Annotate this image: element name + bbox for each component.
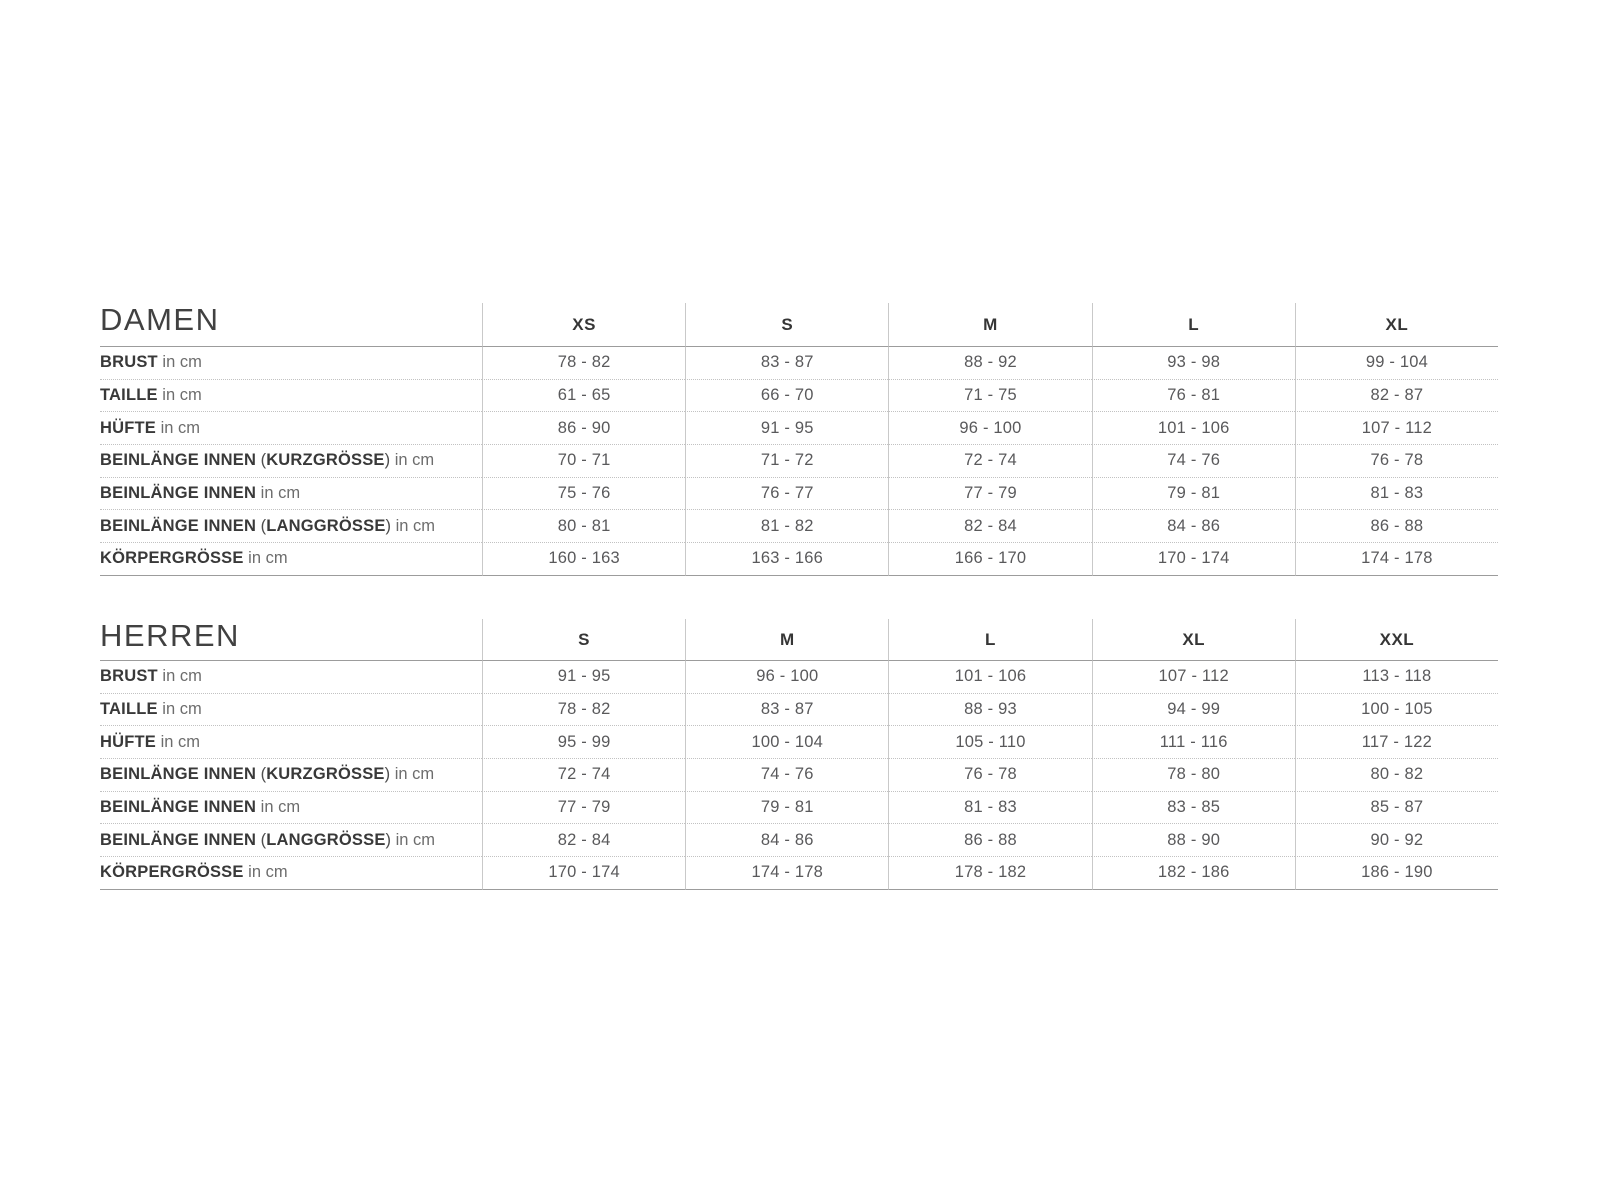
row-label-segment: in cm xyxy=(243,863,288,882)
value-cell-koerpergroesse-s: 170 - 174 xyxy=(482,857,685,890)
value-cell-brust-m: 88 - 92 xyxy=(888,347,1091,380)
size-column-header-m: M xyxy=(685,619,888,661)
value-cell-beinlaenge-innen-kurzgroesse-xl: 76 - 78 xyxy=(1295,445,1498,478)
row-label-koerpergroesse xyxy=(100,543,482,576)
row-label-segment: TAILLE xyxy=(100,386,158,405)
value-cell-beinlaenge-innen-kurzgroesse-xs: 70 - 71 xyxy=(482,445,685,478)
women-size-table xyxy=(100,303,1498,576)
row-label-segment: ( xyxy=(256,765,267,784)
row-label-segment: LANGGRÖSSE xyxy=(266,516,386,535)
value-cell-beinlaenge-innen-kurzgroesse-xl: 78 - 80 xyxy=(1092,759,1295,792)
value-cell-brust-l: 93 - 98 xyxy=(1092,347,1295,380)
value-cell-koerpergroesse-s: 163 - 166 xyxy=(685,543,888,576)
row-label-segment: ) xyxy=(385,830,392,849)
value-cell-brust-s: 91 - 95 xyxy=(482,661,685,694)
value-cell-taille-s: 66 - 70 xyxy=(685,380,888,413)
women-table-header-cell xyxy=(100,303,482,347)
value-cell-beinlaenge-innen-langgroesse-l: 84 - 86 xyxy=(1092,510,1295,543)
value-cell-beinlaenge-innen-langgroesse-xl: 88 - 90 xyxy=(1092,824,1295,857)
row-label-segment: LANGGRÖSSE xyxy=(266,830,386,849)
value-cell-huefte-m: 96 - 100 xyxy=(888,412,1091,445)
row-label-brust xyxy=(100,347,482,380)
value-cell-beinlaenge-innen-xxl: 85 - 87 xyxy=(1295,792,1498,825)
row-label-segment: ) xyxy=(384,451,391,470)
value-cell-beinlaenge-innen-m: 77 - 79 xyxy=(888,478,1091,511)
row-label-segment: BEINLÄNGE INNEN xyxy=(100,451,257,470)
row-label-segment: HÜFTE xyxy=(100,418,156,437)
men-table-title: HERREN xyxy=(100,619,240,653)
row-label-segment: ) xyxy=(385,516,392,535)
row-label-segment: BEINLÄNGE INNEN xyxy=(100,516,257,535)
value-cell-beinlaenge-innen-langgroesse-m: 82 - 84 xyxy=(888,510,1091,543)
value-cell-brust-xl: 99 - 104 xyxy=(1295,347,1498,380)
row-label-huefte xyxy=(100,726,482,759)
row-label-segment: TAILLE xyxy=(100,700,158,719)
row-label-segment: in cm xyxy=(156,732,201,751)
row-label-segment: in cm xyxy=(390,451,435,470)
row-label-segment: in cm xyxy=(156,418,201,437)
value-cell-taille-xxl: 100 - 105 xyxy=(1295,694,1498,727)
value-cell-beinlaenge-innen-s: 77 - 79 xyxy=(482,792,685,825)
row-label-segment: KÖRPERGRÖSSE xyxy=(100,549,244,568)
row-label-segment: HÜFTE xyxy=(100,732,156,751)
row-label-brust xyxy=(100,661,482,694)
row-label-segment: KURZGRÖSSE xyxy=(266,451,385,470)
value-cell-koerpergroesse-xl: 182 - 186 xyxy=(1092,857,1295,890)
row-label-segment: in cm xyxy=(256,484,301,503)
value-cell-koerpergroesse-xs: 160 - 163 xyxy=(482,543,685,576)
size-column-header-xs: XS xyxy=(482,303,685,347)
value-cell-koerpergroesse-m: 166 - 170 xyxy=(888,543,1091,576)
value-cell-beinlaenge-innen-l: 79 - 81 xyxy=(1092,478,1295,511)
row-label-segment: KURZGRÖSSE xyxy=(266,765,385,784)
row-label-segment: in cm xyxy=(391,516,436,535)
value-cell-beinlaenge-innen-s: 76 - 77 xyxy=(685,478,888,511)
value-cell-beinlaenge-innen-kurzgroesse-s: 71 - 72 xyxy=(685,445,888,478)
value-cell-taille-m: 83 - 87 xyxy=(685,694,888,727)
row-label-segment: BEINLÄNGE INNEN xyxy=(100,798,257,817)
value-cell-beinlaenge-innen-kurzgroesse-m: 74 - 76 xyxy=(685,759,888,792)
row-label-segment: BEINLÄNGE INNEN xyxy=(100,830,257,849)
value-cell-beinlaenge-innen-xl: 81 - 83 xyxy=(1295,478,1498,511)
size-column-header-s: S xyxy=(685,303,888,347)
men-size-table xyxy=(100,619,1498,890)
value-cell-huefte-l: 105 - 110 xyxy=(888,726,1091,759)
value-cell-koerpergroesse-l: 170 - 174 xyxy=(1092,543,1295,576)
value-cell-brust-m: 96 - 100 xyxy=(685,661,888,694)
row-label-huefte xyxy=(100,412,482,445)
row-label-segment: ) xyxy=(384,765,391,784)
men-table-header-cell xyxy=(100,619,482,661)
row-label-segment: BRUST xyxy=(100,353,158,372)
value-cell-brust-l: 101 - 106 xyxy=(888,661,1091,694)
value-cell-beinlaenge-innen-m: 79 - 81 xyxy=(685,792,888,825)
row-label-segment: in cm xyxy=(157,386,202,405)
value-cell-huefte-xl: 111 - 116 xyxy=(1092,726,1295,759)
value-cell-taille-l: 76 - 81 xyxy=(1092,380,1295,413)
row-label-beinlaenge-innen-langgroesse xyxy=(100,510,482,543)
value-cell-beinlaenge-innen-kurzgroesse-l: 74 - 76 xyxy=(1092,445,1295,478)
value-cell-beinlaenge-innen-xl: 83 - 85 xyxy=(1092,792,1295,825)
row-label-segment: ( xyxy=(256,451,267,470)
value-cell-huefte-m: 100 - 104 xyxy=(685,726,888,759)
value-cell-koerpergroesse-m: 174 - 178 xyxy=(685,857,888,890)
value-cell-beinlaenge-innen-langgroesse-xs: 80 - 81 xyxy=(482,510,685,543)
value-cell-beinlaenge-innen-langgroesse-l: 86 - 88 xyxy=(888,824,1091,857)
value-cell-taille-xl: 82 - 87 xyxy=(1295,380,1498,413)
value-cell-beinlaenge-innen-kurzgroesse-s: 72 - 74 xyxy=(482,759,685,792)
value-cell-brust-xxl: 113 - 118 xyxy=(1295,661,1498,694)
value-cell-beinlaenge-innen-langgroesse-s: 81 - 82 xyxy=(685,510,888,543)
size-column-header-xl: XL xyxy=(1092,619,1295,661)
row-label-segment: BEINLÄNGE INNEN xyxy=(100,765,257,784)
value-cell-beinlaenge-innen-langgroesse-s: 82 - 84 xyxy=(482,824,685,857)
value-cell-huefte-l: 101 - 106 xyxy=(1092,412,1295,445)
value-cell-brust-xl: 107 - 112 xyxy=(1092,661,1295,694)
row-label-segment: BRUST xyxy=(100,667,158,686)
row-label-taille xyxy=(100,380,482,413)
size-column-header-l: L xyxy=(1092,303,1295,347)
value-cell-brust-s: 83 - 87 xyxy=(685,347,888,380)
value-cell-beinlaenge-innen-langgroesse-xxl: 90 - 92 xyxy=(1295,824,1498,857)
row-label-segment: BEINLÄNGE INNEN xyxy=(100,484,257,503)
value-cell-beinlaenge-innen-l: 81 - 83 xyxy=(888,792,1091,825)
row-label-segment: KÖRPERGRÖSSE xyxy=(100,863,244,882)
row-label-segment: in cm xyxy=(157,700,202,719)
size-column-header-xl: XL xyxy=(1295,303,1498,347)
value-cell-koerpergroesse-l: 178 - 182 xyxy=(888,857,1091,890)
row-label-segment: in cm xyxy=(243,549,288,568)
size-column-header-m: M xyxy=(888,303,1091,347)
value-cell-taille-l: 88 - 93 xyxy=(888,694,1091,727)
row-label-beinlaenge-innen-kurzgroesse xyxy=(100,759,482,792)
value-cell-beinlaenge-innen-langgroesse-xl: 86 - 88 xyxy=(1295,510,1498,543)
women-table-title: DAMEN xyxy=(100,303,220,337)
value-cell-taille-xs: 61 - 65 xyxy=(482,380,685,413)
value-cell-brust-xs: 78 - 82 xyxy=(482,347,685,380)
size-column-header-xxl: XXL xyxy=(1295,619,1498,661)
value-cell-taille-s: 78 - 82 xyxy=(482,694,685,727)
row-label-segment: in cm xyxy=(390,765,435,784)
row-label-beinlaenge-innen-langgroesse xyxy=(100,824,482,857)
value-cell-huefte-xl: 107 - 112 xyxy=(1295,412,1498,445)
value-cell-beinlaenge-innen-kurzgroesse-l: 76 - 78 xyxy=(888,759,1091,792)
row-label-segment: ( xyxy=(256,516,267,535)
value-cell-koerpergroesse-xl: 174 - 178 xyxy=(1295,543,1498,576)
row-label-segment: in cm xyxy=(391,830,436,849)
value-cell-beinlaenge-innen-kurzgroesse-xxl: 80 - 82 xyxy=(1295,759,1498,792)
value-cell-huefte-s: 95 - 99 xyxy=(482,726,685,759)
value-cell-beinlaenge-innen-xs: 75 - 76 xyxy=(482,478,685,511)
row-label-beinlaenge-innen xyxy=(100,792,482,825)
value-cell-huefte-xxl: 117 - 122 xyxy=(1295,726,1498,759)
value-cell-beinlaenge-innen-langgroesse-m: 84 - 86 xyxy=(685,824,888,857)
row-label-beinlaenge-innen-kurzgroesse xyxy=(100,445,482,478)
row-label-taille xyxy=(100,694,482,727)
row-label-segment: in cm xyxy=(157,353,202,372)
row-label-segment: ( xyxy=(256,830,267,849)
value-cell-taille-xl: 94 - 99 xyxy=(1092,694,1295,727)
row-label-segment: in cm xyxy=(256,798,301,817)
row-label-segment: in cm xyxy=(157,667,202,686)
value-cell-huefte-s: 91 - 95 xyxy=(685,412,888,445)
size-column-header-s: S xyxy=(482,619,685,661)
value-cell-taille-m: 71 - 75 xyxy=(888,380,1091,413)
value-cell-beinlaenge-innen-kurzgroesse-m: 72 - 74 xyxy=(888,445,1091,478)
value-cell-koerpergroesse-xxl: 186 - 190 xyxy=(1295,857,1498,890)
value-cell-huefte-xs: 86 - 90 xyxy=(482,412,685,445)
size-column-header-l: L xyxy=(888,619,1091,661)
row-label-koerpergroesse xyxy=(100,857,482,890)
row-label-beinlaenge-innen xyxy=(100,478,482,511)
